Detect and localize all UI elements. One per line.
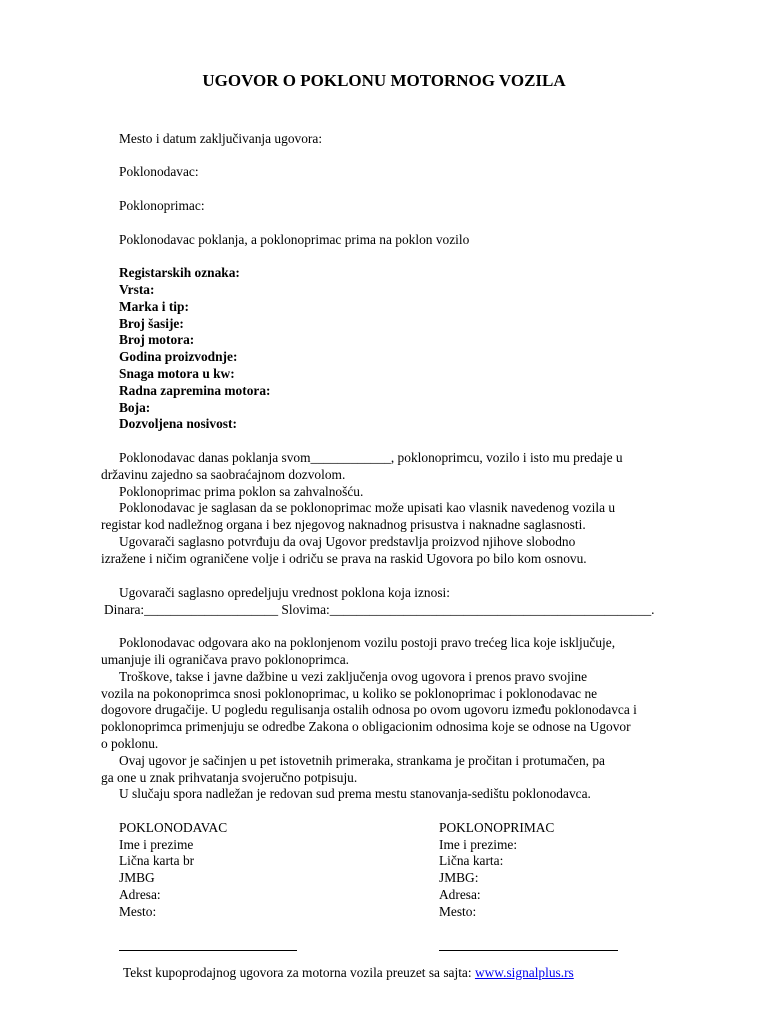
liability-text: vozila na pokonoprimca snosi poklonoprimac, u koliko se poklonoprimac i poklonodavac ne [101,686,598,701]
donor-signature-line [119,950,297,951]
recipient-field: Lična karta: [439,853,504,868]
liability-text: umanjuje ili ograničava pravo poklonoprimca. [101,652,350,667]
vehicle-field: Vrsta: [119,282,155,297]
source-link[interactable]: www.signalplus.rs [474,965,574,980]
footer-text: Tekst kupoprodajnog ugovora za motorna vozila preuzet sa sajta: [123,965,475,980]
recipient-signature-line [439,950,618,951]
donor-field: JMBG [119,870,155,885]
recipient-label: Poklonoprimac: [119,198,205,213]
liability-text: Ovaj ugovor je sačinjen u pet istovetnih primeraka, strankama je pročitan i protumačen, pa [119,753,605,768]
donor-label: Poklonodavac: [119,164,199,179]
vehicle-field: Broj motora: [119,332,195,347]
recipient-heading: POKLONOPRIMAC [439,820,555,835]
vehicle-field: Boja: [119,400,151,415]
value-line: Dinara:____________________ Slovima:________________________________________________. [104,602,655,617]
donor-heading: POKLONODAVAC [119,820,228,835]
clause-text: Poklonodavac danas poklanja svom____________, poklonoprimcu, vozilo i isto mu predaje u [119,450,623,465]
document-title: UGOVOR O POKLONU MOTORNOG VOZILA [202,71,566,90]
liability-text: U slučaju spora nadležan je redovan sud prema mestu stanovanja-sedištu poklonodavca. [119,786,591,801]
place-date-label: Mesto i datum zaključivanja ugovora: [119,131,323,146]
clause-text: Ugovarači saglasno potvrđuju da ovaj Ugovor predstavlja proizvod njihove slobodno [119,534,576,549]
liability-text: poklonoprimca primenjuju se odredbe Zakona o obligacionim odnosima koje se odnose na Ugovor [101,719,631,734]
donor-field: Adresa: [119,887,161,902]
liability-text: Troškove, takse i javne dažbine u vezi zaključenja ovog ugovora i prenos pravo svojine [119,669,588,684]
recipient-field: Mesto: [439,904,477,919]
footer [123,965,574,982]
liability-text: ga one u znak prihvatanja svojeručno potpisuju. [101,770,358,785]
clause-text: Poklonodavac je saglasan da se poklonoprimac može upisati kao vlasnik navedenog vozila u [119,500,616,515]
donor-field: Ime i prezime [119,837,194,852]
vehicle-field: Registarskih oznaka: [119,265,240,280]
liability-text: Poklonodavac odgovara ako na poklonjenom vozilu postoji pravo trećeg lica koje isključuje, [119,635,616,650]
donor-field: Lična karta br [119,853,195,868]
clause-text: državinu zajedno sa saobraćajnom dozvolom. [101,467,346,482]
clause-text: Poklonoprimac prima poklon sa zahvalnošću. [119,484,364,499]
vehicle-field: Snaga motora u kw: [119,366,235,381]
recipient-field: Ime i prezime: [439,837,518,852]
clause-text: registar kod nadležnog organa i bez njegovog naknadnog prisustva i naknadne saglasnosti. [101,517,586,532]
liability-text: dogovore drugačije. U pogledu regulisanja ostalih odnosa po ovom ugovoru između poklonodavca i [101,702,637,717]
vehicle-field: Broj šasije: [119,316,184,331]
donor-field: Mesto: [119,904,157,919]
gift-statement: Poklonodavac poklanja, a poklonoprimac prima na poklon vozilo [119,232,470,247]
recipient-field: JMBG: [439,870,479,885]
clause-text: izražene i ničim ograničene volje i odriču se prava na raskid Ugovora po bilo kom osnovu. [101,551,587,566]
recipient-field: Adresa: [439,887,481,902]
vehicle-field: Marka i tip: [119,299,189,314]
vehicle-field: Godina proizvodnje: [119,349,238,364]
vehicle-field: Dozvoljena nosivost: [119,416,237,431]
value-intro: Ugovarači saglasno opredeljuju vrednost poklona koja iznosi: [119,585,450,600]
liability-text: o poklonu. [101,736,159,751]
vehicle-field: Radna zapremina motora: [119,383,271,398]
